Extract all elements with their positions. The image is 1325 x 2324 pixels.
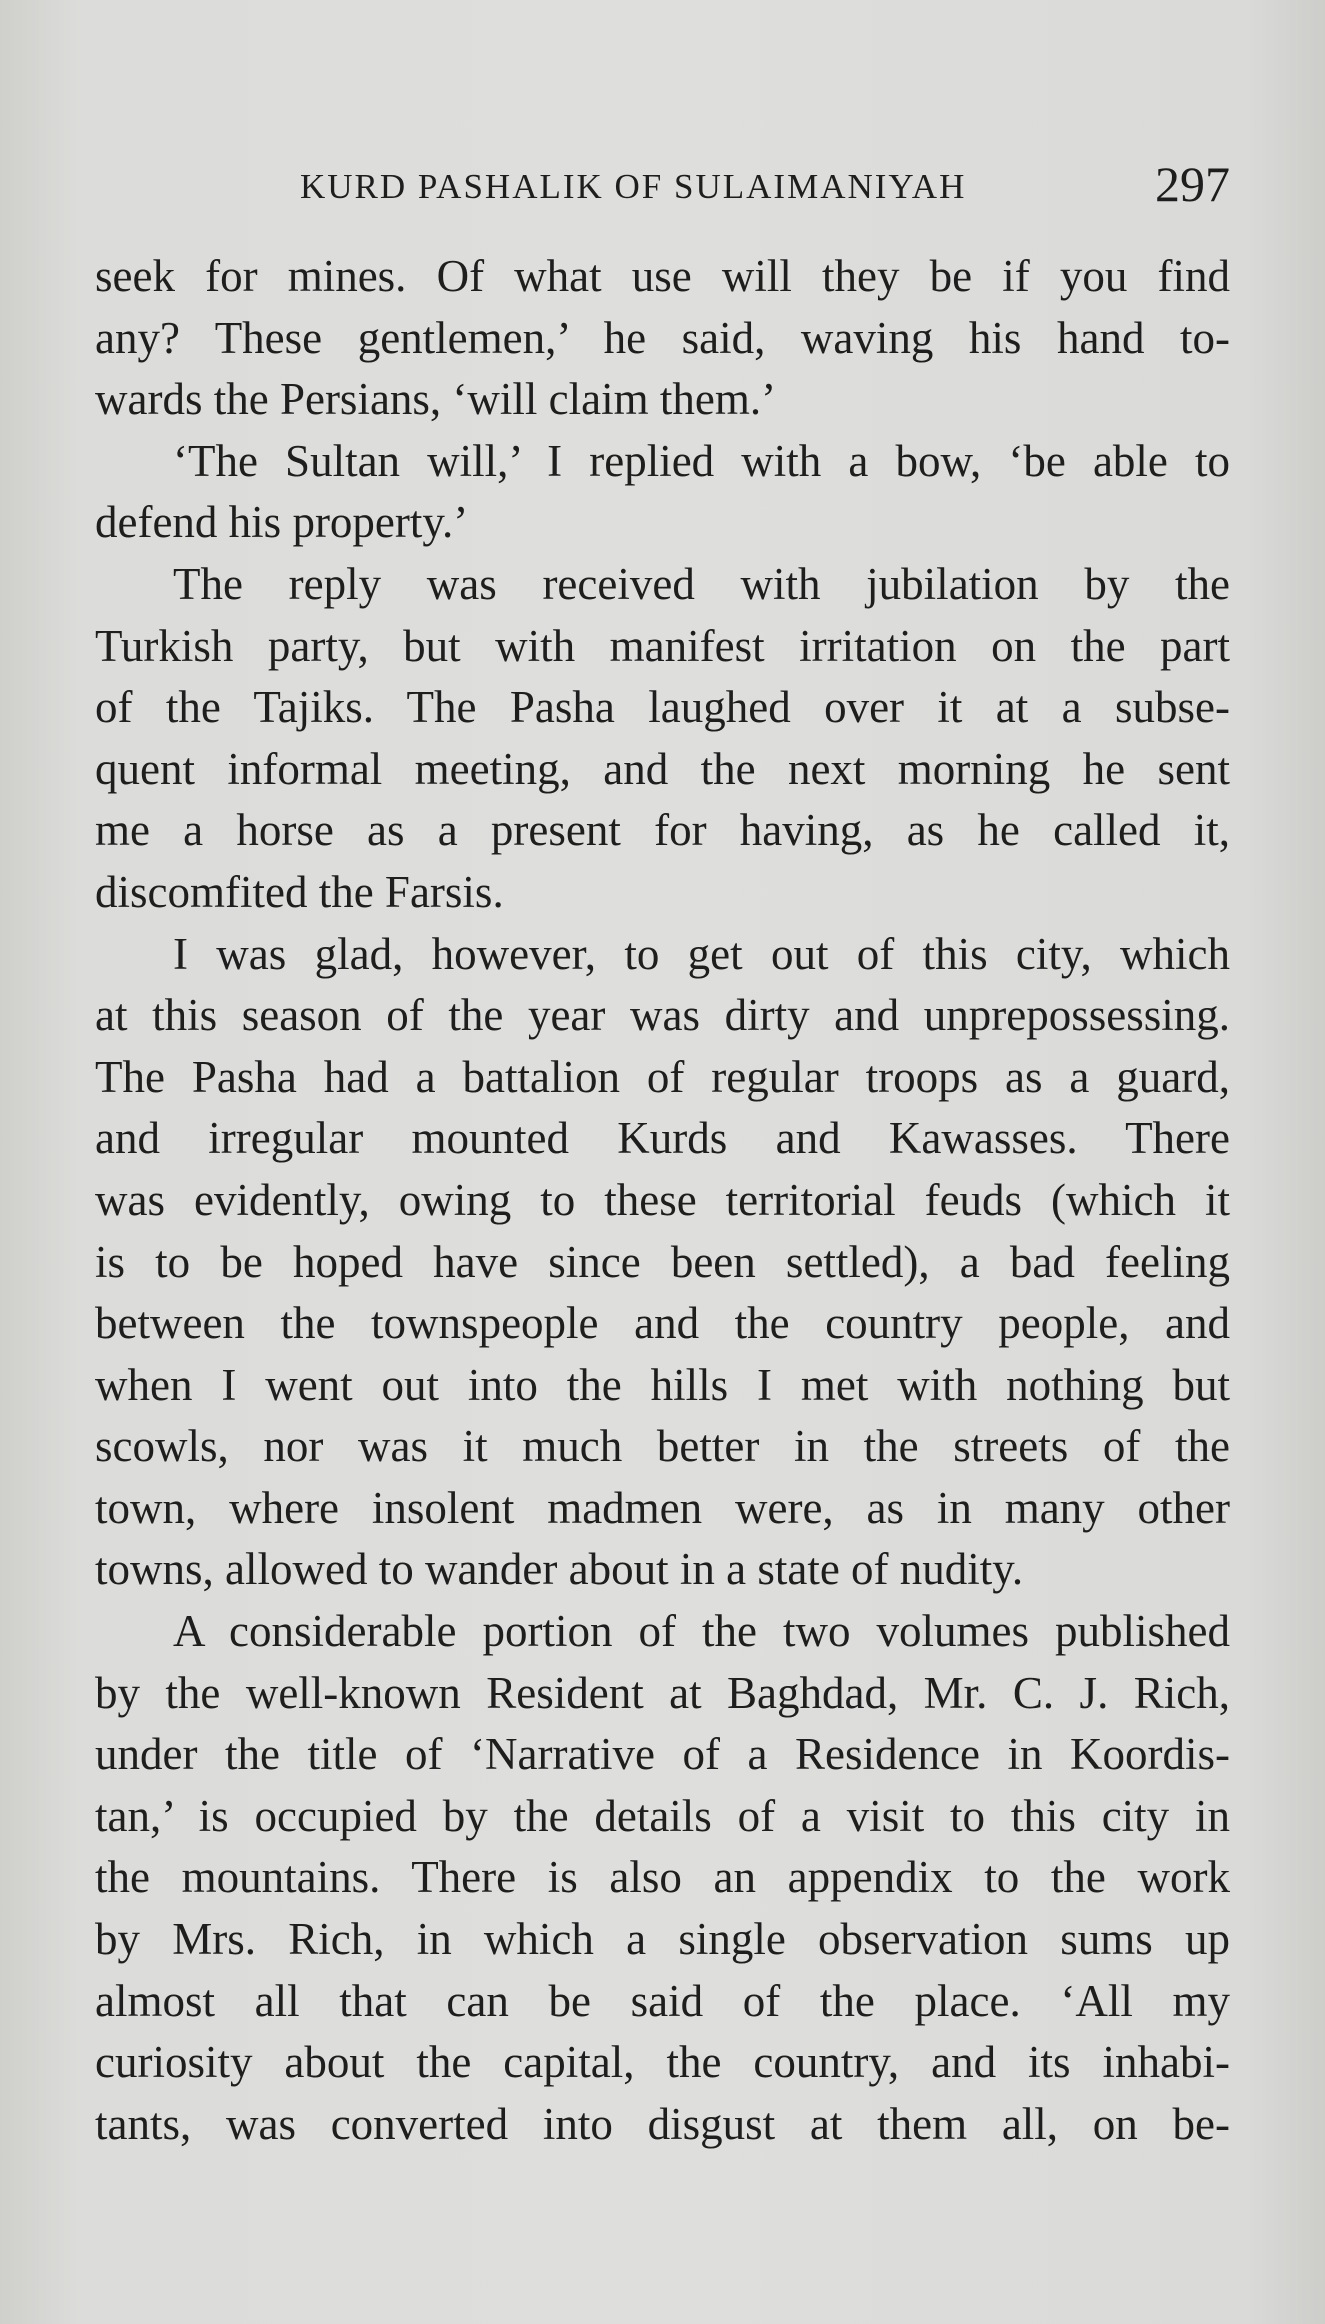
- running-title: KURD PASHALIK OF SULAIMANIYAH: [300, 167, 967, 206]
- body-text: [95, 246, 1230, 2155]
- text-line: and irregular mounted Kurds and Kawasses. There: [95, 1113, 1230, 1164]
- text-line: at this season of the year was dirty and unprepossessing.: [95, 990, 1230, 1041]
- running-head: [95, 155, 1230, 215]
- text-line: when I went out into the hills I met with nothing but: [95, 1359, 1230, 1410]
- text-line: A considerable portion of the two volumes published: [173, 1606, 1230, 1657]
- text-line: The reply was received with jubilation by the: [173, 558, 1230, 609]
- text-line: wards the Persians, ‘will claim them.’: [95, 374, 777, 425]
- text-line: The Pasha had a battalion of regular troops as a guard,: [95, 1051, 1230, 1102]
- text-line: ‘The Sultan will,’ I replied with a bow, ‘be able to: [173, 435, 1230, 486]
- text-line: the mountains. There is also an appendix to the work: [95, 1852, 1230, 1903]
- text-line: was evidently, owing to these territorial feuds (which it: [95, 1174, 1230, 1225]
- text-line: Turkish party, but with manifest irritation on the part: [95, 620, 1230, 671]
- text-line: by the well-known Resident at Baghdad, Mr. C. J. Rich,: [95, 1667, 1230, 1718]
- text-line: any? These gentlemen,’ he said, waving his hand to-: [95, 312, 1230, 363]
- text-line: scowls, nor was it much better in the streets of the: [95, 1421, 1230, 1472]
- text-line: towns, allowed to wander about in a state of nudity.: [95, 1544, 1024, 1595]
- text-line: tan,’ is occupied by the details of a visit to this city in: [95, 1790, 1230, 1841]
- text-line: between the townspeople and the country people, and: [95, 1298, 1230, 1349]
- text-line: almost all that can be said of the place. ‘All my: [95, 1975, 1230, 2026]
- text-line: by Mrs. Rich, in which a single observation sums up: [95, 1914, 1230, 1965]
- text-line: is to be hoped have since been settled), a bad feeling: [95, 1236, 1230, 1287]
- text-line: seek for mines. Of what use will they be if you find: [95, 251, 1230, 301]
- text-line: me a horse as a present for having, as he called it,: [95, 805, 1230, 856]
- text-line: under the title of ‘Narrative of a Residence in Koordis-: [95, 1729, 1230, 1780]
- text-line: town, where insolent madmen were, as in many other: [95, 1482, 1230, 1533]
- text-line: I was glad, however, to get out of this city, which: [173, 928, 1230, 979]
- text-line: defend his property.’: [95, 497, 469, 548]
- text-line: of the Tajiks. The Pasha laughed over it at a subse-: [95, 682, 1230, 733]
- text-line: discomfited the Farsis.: [95, 866, 504, 917]
- text-line: quent informal meeting, and the next morning he sent: [95, 743, 1230, 794]
- text-line: tants, was converted into disgust at them all, on be-: [95, 2098, 1230, 2149]
- page-number: 297: [1155, 156, 1230, 212]
- text-line: curiosity about the capital, the country, and its inhabi-: [95, 2037, 1230, 2088]
